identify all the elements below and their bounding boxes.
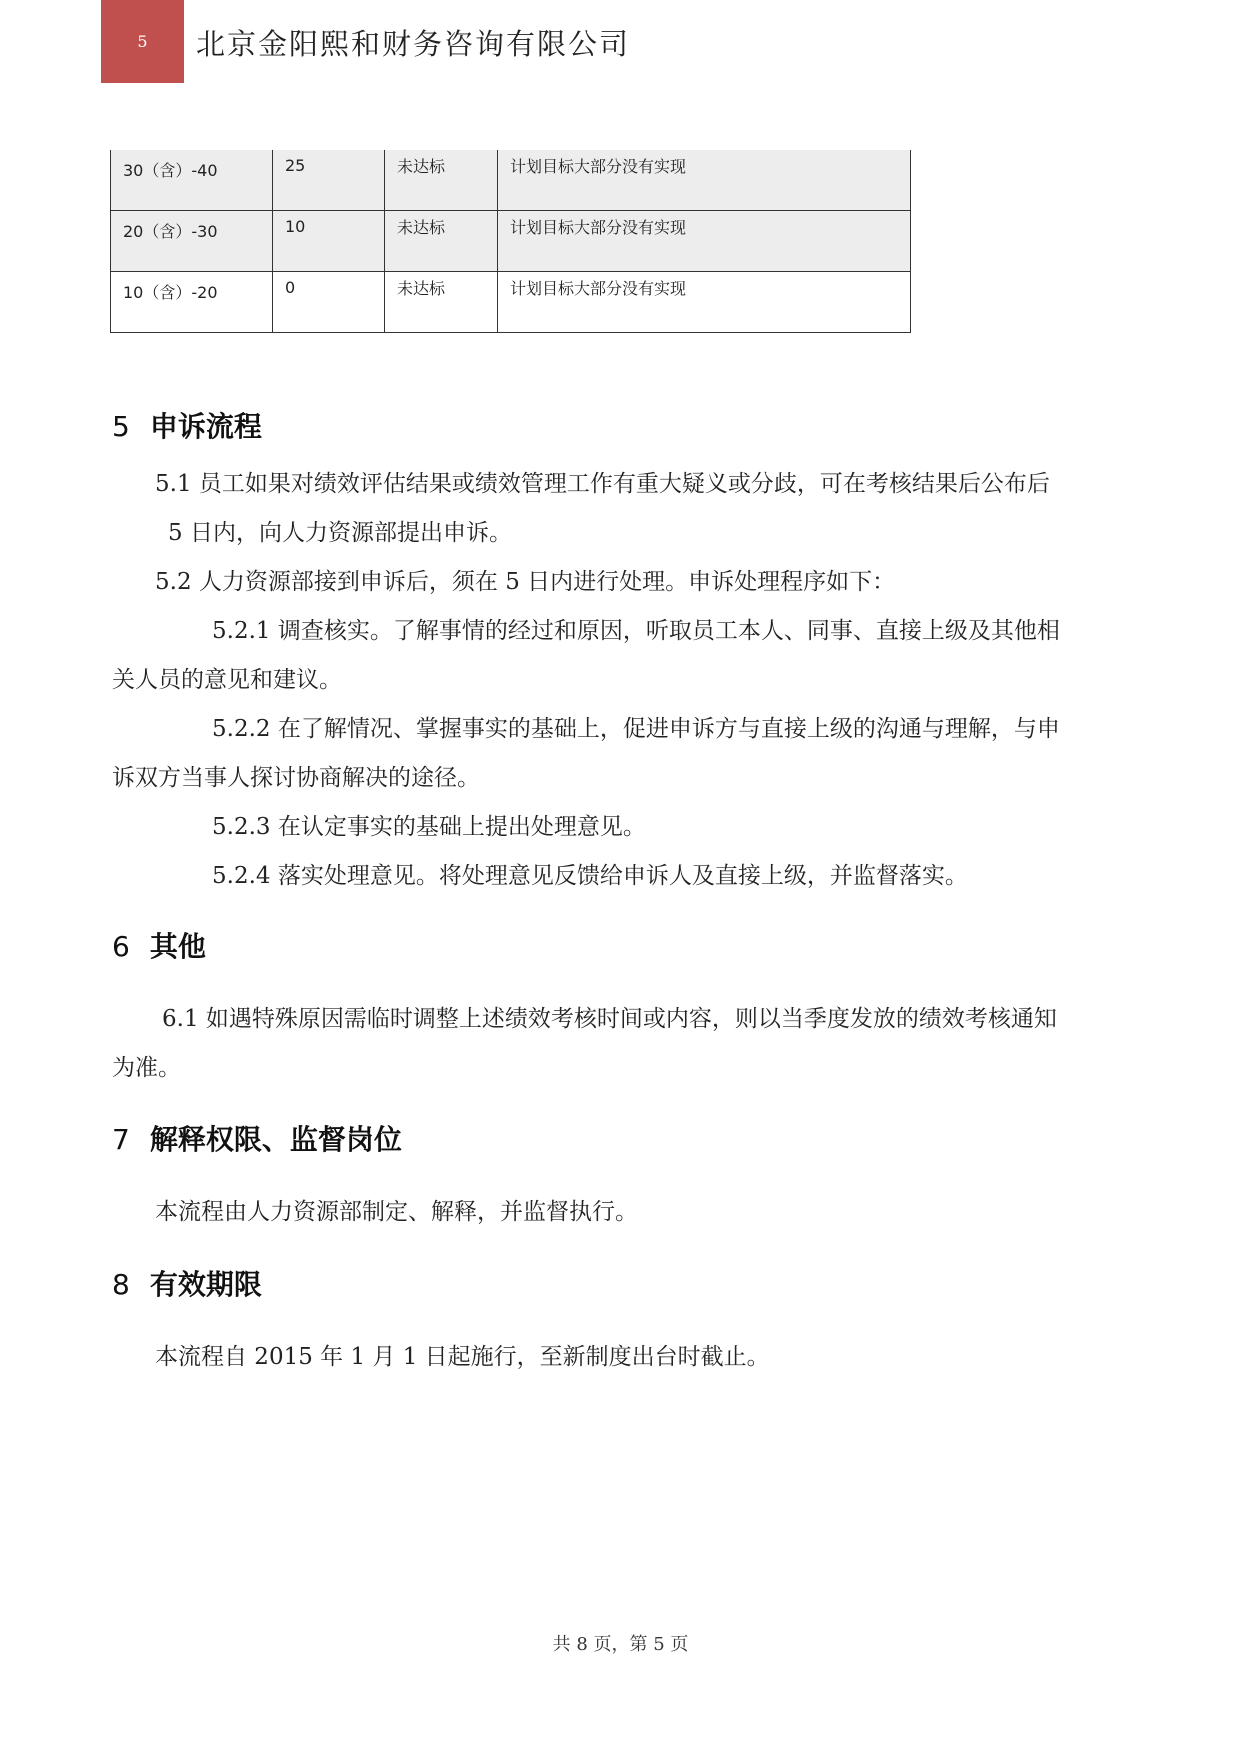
table-row <box>111 211 911 272</box>
paragraph-5-2-2-line1: 5.2.2 在了解情况、掌握事实的基础上，促进申诉方与直接上级的沟通与理解，与申 <box>212 716 1060 742</box>
section-title: 解释权限、监督岗位 <box>149 1123 402 1156</box>
section-title: 其他 <box>149 930 206 963</box>
section-number: 8 <box>112 1268 130 1301</box>
page-footer: 共 8 页，第 5 页 <box>552 1634 689 1655</box>
section-title: 有效期限 <box>149 1268 262 1301</box>
table-cell: 10（含）-20 <box>111 272 273 333</box>
table-cell: 计划目标大部分没有实现 <box>498 272 911 333</box>
table-row <box>111 150 911 211</box>
paragraph-5-2-1-line2: 关人员的意见和建议。 <box>112 667 342 693</box>
section-title: 申诉流程 <box>149 410 262 443</box>
table-cell: 未达标 <box>385 150 498 211</box>
paragraph-5-2-3: 5.2.3 在认定事实的基础上提出处理意见。 <box>212 814 646 840</box>
paragraph-5-2-1-line1: 5.2.1 调查核实。了解事情的经过和原因，听取员工本人、同事、直接上级及其他相 <box>212 618 1060 644</box>
table-row <box>111 272 911 333</box>
table-cell: 10 <box>273 211 385 272</box>
page-number: 5 <box>137 32 148 51</box>
section-number: 5 <box>112 410 130 443</box>
section-number: 6 <box>112 930 130 963</box>
paragraph-5-2-4: 5.2.4 落实处理意见。将处理意见反馈给申诉人及直接上级，并监督落实。 <box>212 863 968 889</box>
section-6-heading <box>112 925 206 965</box>
paragraph-6-1-line1: 6.1 如遇特殊原因需临时调整上述绩效考核时间或内容，则以当季度发放的绩效考核通知 <box>162 1006 1057 1032</box>
score-table <box>110 150 911 333</box>
paragraph-7-1: 本流程由人力资源部制定、解释，并监督执行。 <box>155 1199 638 1225</box>
table-cell: 0 <box>273 272 385 333</box>
paragraph-8-1: 本流程自 2015 年 1 月 1 日起施行，至新制度出台时截止。 <box>155 1344 770 1370</box>
table-cell: 20（含）-30 <box>111 211 273 272</box>
paragraph-5-1-line1: 5.1 员工如果对绩效评估结果或绩效管理工作有重大疑义或分歧，可在考核结果后公布后 <box>155 471 1050 497</box>
section-5-heading <box>112 405 262 445</box>
table-cell: 计划目标大部分没有实现 <box>498 150 911 211</box>
table-cell: 未达标 <box>385 211 498 272</box>
section-8-heading <box>112 1263 262 1303</box>
page-number-badge <box>101 0 184 83</box>
paragraph-6-1-line2: 为准。 <box>112 1055 181 1081</box>
paragraph-5-2: 5.2 人力资源部接到申诉后，须在 5 日内进行处理。申诉处理程序如下： <box>155 569 896 595</box>
paragraph-5-1-line2: 5 日内，向人力资源部提出申诉。 <box>168 520 512 546</box>
paragraph-5-2-2-line2: 诉双方当事人探讨协商解决的途径。 <box>112 765 480 791</box>
company-name: 北京金阳熙和财务咨询有限公司 <box>196 27 631 61</box>
section-7-heading <box>112 1118 402 1158</box>
table-cell: 未达标 <box>385 272 498 333</box>
section-number: 7 <box>112 1123 130 1156</box>
table-cell: 25 <box>273 150 385 211</box>
table-cell: 30（含）-40 <box>111 150 273 211</box>
table-cell: 计划目标大部分没有实现 <box>498 211 911 272</box>
